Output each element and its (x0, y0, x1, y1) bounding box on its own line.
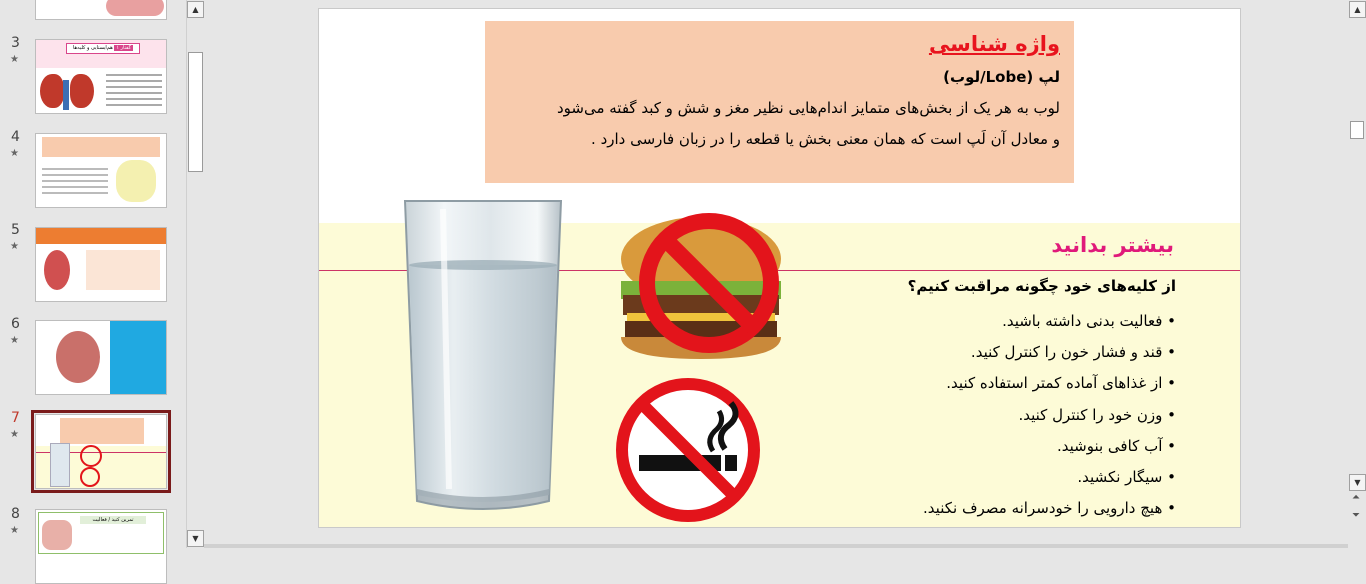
scrollbar-thumb[interactable] (1350, 121, 1364, 139)
thumb-title: گفتار ۱ هم‌ایستایی و کلیه‌ها (66, 43, 140, 54)
vocabulary-term: لپ (Lobe/لوب) (943, 68, 1060, 86)
no-smoking-icon[interactable] (613, 375, 763, 525)
vocabulary-box[interactable] (485, 21, 1074, 183)
slide-thumbnail-5[interactable] (35, 227, 167, 302)
scroll-up-arrow-icon[interactable]: ▲ (187, 1, 204, 18)
learn-more-title: بیشتر بدانید (1051, 233, 1174, 257)
vocabulary-title: واژه شناسی (928, 32, 1060, 56)
slide-thumbnail-7[interactable] (35, 414, 167, 489)
tip-item: • فعالیت بدنی داشته باشید. (923, 307, 1176, 338)
vocabulary-line: و معادل آن لَپ است که همان معنی بخش یا قطعه را در زبان فارسی دارد . (591, 130, 1060, 148)
slide-thumbnail-6[interactable] (35, 320, 167, 395)
thumbnail-scrollbar[interactable] (186, 0, 204, 548)
pelvis-image (116, 160, 156, 202)
kidney-image (106, 0, 164, 16)
thumb-title: تمرین کنید / فعالیت (80, 516, 146, 524)
animation-star-icon: ★ (10, 429, 19, 440)
tip-item: • آب کافی بنوشید. (923, 432, 1176, 463)
tip-item: • هیچ دارویی را خودسرانه مصرف نکنید. (923, 494, 1176, 525)
vocabulary-line: لوب به هر یک از بخش‌های متمایز اندام‌هایی نظیر مغز و شش و کبد گفته می‌شود (556, 99, 1060, 117)
slide-thumbnail-4[interactable] (35, 133, 167, 208)
slide-number: 7 (11, 410, 20, 426)
slide-thumbnail-pane (0, 0, 204, 548)
animation-star-icon: ★ (10, 54, 19, 65)
slide-thumbnail-3[interactable] (35, 39, 167, 114)
animation-star-icon: ★ (10, 525, 19, 536)
scrollbar-thumb[interactable] (188, 52, 203, 172)
next-slide-icon[interactable]: ⏷ (1352, 510, 1360, 521)
slide-thumbnail-2[interactable] (35, 0, 167, 20)
scroll-down-arrow-icon[interactable]: ▼ (187, 530, 204, 547)
tip-item: • وزن خود را کنترل کنید. (923, 401, 1176, 432)
scroll-up-arrow-icon[interactable]: ▲ (1349, 1, 1366, 18)
animation-star-icon: ★ (10, 148, 19, 159)
slide-number: 4 (11, 129, 20, 145)
slide-number: 5 (11, 222, 20, 238)
tip-item: • از غذاهای آماده کمتر استفاده کنید. (923, 369, 1176, 400)
kidney-image (56, 331, 100, 383)
slide-scrollbar[interactable] (1348, 0, 1366, 548)
kidney-image (40, 74, 64, 108)
kidney-image (44, 250, 70, 290)
learn-more-question: از کلیه‌های خود چگونه مراقبت کنیم؟ (907, 277, 1176, 295)
slide-number: 3 (11, 35, 20, 51)
status-strip (204, 544, 1348, 548)
slide-thumbnail-8[interactable] (35, 509, 167, 584)
slide-number: 6 (11, 316, 20, 332)
water-glass-image[interactable] (403, 199, 563, 519)
slide-canvas[interactable] (318, 8, 1241, 528)
animation-star-icon: ★ (10, 335, 19, 346)
glass-image (50, 443, 70, 487)
slide-number: 8 (11, 506, 20, 522)
scroll-down-arrow-icon[interactable]: ▼ (1349, 474, 1366, 491)
tip-item: • قند و فشار خون را کنترل کنید. (923, 338, 1176, 369)
tip-item: • سیگار نکشید. (923, 463, 1176, 494)
animation-star-icon: ★ (10, 241, 19, 252)
tips-list (923, 307, 1176, 525)
previous-slide-icon[interactable]: ⏶ (1352, 492, 1360, 503)
no-fast-food-icon[interactable] (611, 209, 791, 369)
